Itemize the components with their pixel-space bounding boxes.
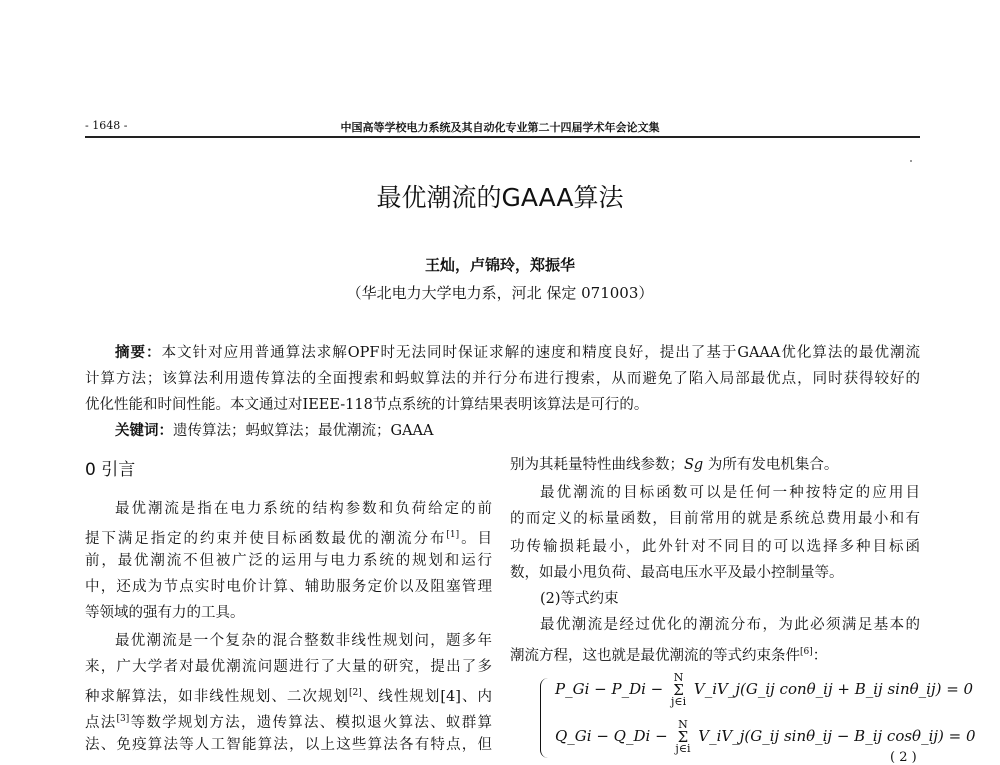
abstract-text: 本文针对应用普通算法求解OPF时无法同时保证求解的速度和精度良好，提出了基于GAAA优化算法的最优潮流 — [161, 345, 921, 361]
line-text: 为所有发电机集合。 — [703, 457, 839, 473]
line-text: (2)等式约束 — [540, 591, 619, 607]
line-text: 的而定义的标量函数，目前常用的就是系统总费用最小和有 — [510, 511, 920, 527]
line-text: 功传输损耗最小，此外针对不同目的可以选择多种目标函 — [510, 539, 920, 555]
line-text: ： — [812, 648, 828, 664]
paragraph-line — [540, 615, 920, 635]
line-text: 法、免疫算法等人工智能算法，以上这些算法各有特点，但 — [85, 737, 492, 753]
sum-sign: Σ — [677, 728, 689, 746]
citation: [1] — [446, 530, 460, 540]
sum-sign: Σ — [673, 681, 684, 699]
line-text: 点法 — [85, 715, 117, 731]
paragraph-line — [85, 577, 492, 597]
paragraph-line — [115, 499, 492, 519]
line-text: 前，最优潮流不但被广泛的运用与电力系统的规划和运行 — [85, 553, 492, 569]
eq-rhs: V_iV_j(G_ij sinθ_ij − B_ij cosθ_ij) = 0 — [698, 727, 976, 745]
section-heading: 0 引言 — [85, 460, 136, 480]
sum-bottom: j∈i — [671, 695, 687, 708]
page-number: - 1648 - — [85, 119, 128, 132]
sum-top: N — [673, 671, 684, 684]
summation — [675, 720, 690, 754]
running-header: 中国高等学校电力系统及其自动化专业第二十四届学术年会论文集 — [340, 121, 660, 134]
line-text: 最优潮流是经过优化的潮流分布，为此必须满足基本的 — [540, 617, 920, 633]
line-text: 种求解算法，如非线性规划、二次规划 — [85, 689, 349, 705]
paper-title: 最优潮流的GAAA算法 — [376, 183, 624, 212]
citation: [2] — [348, 688, 362, 698]
eq-lhs: Q_Gi − Q_Di − — [555, 727, 668, 745]
line-text: 等领域的强有力的工具。 — [85, 605, 245, 621]
equation-brace — [540, 678, 551, 758]
eq-rhs: V_iV_j(G_ij conθ_ij + B_ij sinθ_ij) = 0 — [693, 680, 974, 698]
paragraph-line — [85, 657, 492, 677]
keywords-text: 遗传算法；蚂蚁算法；最优潮流；GAAA — [173, 423, 434, 439]
abstract-line — [115, 343, 920, 363]
line-text: 数，如最小甩负荷、最高电压水平及最小控制量等。 — [510, 565, 844, 581]
citation: [3] — [116, 714, 130, 724]
abstract-line: 计算方法；该算法利用遗传算法的全面搜索和蚂蚁算法的并行分布进行搜索，从而避免了陷入局部最优点，同时获得较好的 — [85, 371, 920, 387]
summation — [671, 673, 686, 707]
line-text: 最优潮流是一个复杂的混合整数非线性规划问，题多年 — [115, 633, 492, 649]
line-text: 。目 — [459, 531, 493, 547]
line-text: 别为其耗量特性曲线参数； — [510, 457, 684, 473]
paragraph-line — [85, 603, 492, 623]
sum-top: N — [678, 718, 688, 731]
paragraph-line — [85, 525, 492, 545]
eq-lhs: P_Gi − P_Di − — [555, 680, 664, 698]
sum-bottom: j∈i — [675, 742, 691, 755]
authors: 王灿，卢锦玲，郑振华 — [424, 256, 575, 274]
paragraph-line — [510, 563, 920, 583]
scan-speck — [910, 160, 912, 162]
paragraph-line — [540, 589, 920, 609]
paragraph-line — [510, 455, 920, 475]
line-text: 最优潮流的目标函数可以是任何一种按特定的应用目 — [540, 485, 920, 501]
paragraph-line — [115, 631, 492, 651]
line-text: 、线性规划[4]、内 — [361, 689, 492, 705]
equation-number: ( 2 ) — [890, 750, 917, 765]
line-text: 最优潮流是指在电力系统的结构参数和负荷给定的前 — [115, 501, 492, 517]
line-text: 中，还成为节点实时电价计算、辅助服务定价以及阻塞管理 — [85, 579, 492, 595]
keywords-label: 关键词： — [115, 422, 173, 439]
paragraph-line — [510, 509, 920, 529]
paragraph-line — [85, 551, 492, 571]
abstract-label: 摘要： — [115, 344, 162, 361]
header-rule — [85, 136, 920, 138]
paragraph-line — [85, 683, 492, 703]
paragraph-line — [510, 642, 920, 662]
line-text: 提下满足指定的约束并使目标函数最优的潮流分布 — [85, 531, 447, 547]
line-text: 来，广大学者对最优潮流问题进行了大量的研究，提出了多 — [85, 659, 492, 675]
paragraph-line — [85, 709, 492, 729]
paragraph-line — [85, 735, 492, 755]
affiliation: （华北电力大学电力系，河北 保定 071003） — [346, 284, 654, 302]
equation-reactive-power — [555, 720, 976, 754]
line-text: 潮流方程，这也就是最优潮流的等式约束条件 — [510, 648, 800, 664]
paragraph-line — [540, 483, 920, 503]
keywords — [115, 421, 434, 441]
math-symbol: Sg — [684, 457, 704, 473]
paragraph-line — [510, 537, 920, 557]
equation-active-power — [555, 673, 973, 707]
abstract-line: 优化性能和时间性能。本文通过对IEEE-118节点系统的计算结果表明该算法是可行的。 — [85, 397, 649, 413]
citation: [6] — [800, 647, 813, 657]
line-text: 等数学规划方法，遗传算法、模拟退火算法、蚁群算 — [129, 715, 493, 731]
